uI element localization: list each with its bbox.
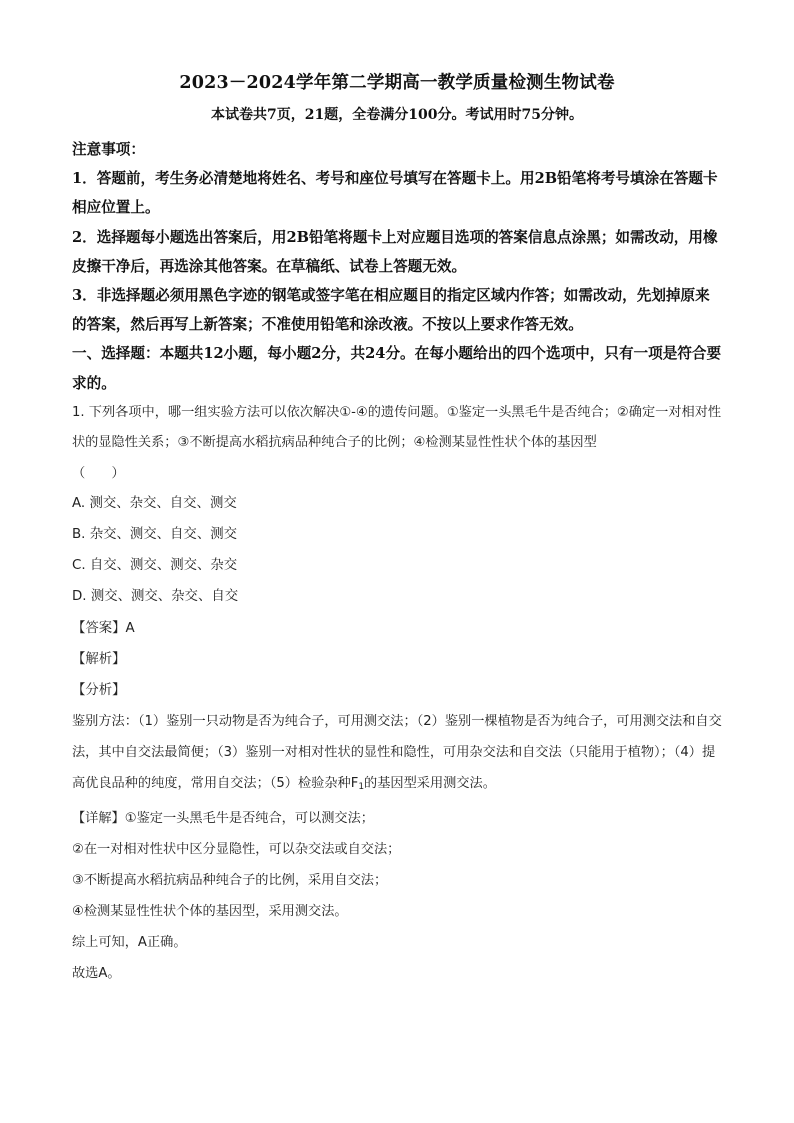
answer-label: 【答案】A bbox=[72, 620, 135, 636]
notice-heading: 注意事项： bbox=[72, 141, 145, 158]
notice-item-1: 1．答题前，考生务必清楚地将姓名、考号和座位号填写在答题卡上。用2B铅笔将考号填涂在答题卡相应位置上。 bbox=[72, 170, 718, 217]
fenxi-subscript: 1 bbox=[358, 781, 365, 792]
option-d: D. 测交、测交、杂交、自交 bbox=[72, 588, 239, 604]
option-a: A. 测交、杂交、自交、测交 bbox=[72, 496, 237, 512]
detail-line-2: ②在一对相对性状中区分显隐性，可以杂交法或自交法； bbox=[72, 841, 401, 857]
fenxi-label: 【分析】 bbox=[72, 682, 126, 698]
fenxi-text bbox=[72, 706, 722, 803]
detail-text-1: ①鉴定一头黑毛牛是否纯合，可以测交法； bbox=[124, 810, 374, 826]
question-blank: （ ） bbox=[72, 465, 125, 481]
detail-line-4: ④检测某显性性状个体的基因型，采用测交法。 bbox=[72, 903, 348, 919]
exam-subtitle: 本试卷共7页，21题，全卷满分100分。考试用时75分钟。 bbox=[211, 107, 583, 123]
detail-line-3: ③不断提高水稻抗病品种纯合子的比例，采用自交法； bbox=[72, 872, 388, 888]
fenxi-text-main: 鉴别方法：（1）鉴别一只动物是否为纯合子，可用测交法；（2）鉴别一棵植物是否为纯合子，可用测交法和自交法，其中自交法最简便；（3）鉴别一对相对性状的显性和隐性，可用杂交法和自交法（只能用于植物）；（4）提高优良品种的纯度，常用自交法；（5）检验杂种F bbox=[72, 713, 722, 791]
analysis-label: 【解析】 bbox=[72, 651, 126, 667]
fenxi-text-end: 的基因型采用测交法。 bbox=[364, 775, 496, 791]
exam-title: 2023－2024学年第二学期高一教学质量检测生物试卷 bbox=[179, 73, 615, 93]
section-heading: 一、选择题：本题共12小题，每小题2分，共24分。在每小题给出的四个选项中，只有一项是符合要求的。 bbox=[72, 345, 722, 392]
detail-label: 【详解】 bbox=[72, 810, 125, 826]
detail-line-1 bbox=[72, 803, 722, 834]
notice-item-3: 3．非选择题必须用黑色字迹的钢笔或签字笔在相应题目的指定区域内作答；如需改动，先划掉原来的答案，然后再写上新答案；不准使用铅笔和涂改液。不按以上要求作答无效。 bbox=[72, 287, 710, 334]
notice-item-2: 2．选择题每小题选出答案后，用2B铅笔将题卡上对应题目选项的答案信息点涂黑；如需改动，用橡皮擦干净后，再选涂其他答案。在草稿纸、试卷上答题无效。 bbox=[72, 228, 718, 275]
option-b: B. 杂交、测交、自交、测交 bbox=[72, 527, 237, 543]
question-stem: 1. 下列各项中，哪一组实验方法可以依次解决①-④的遗传问题。①鉴定一头黑毛牛是否纯合；②确定一对相对性状的显隐性关系；③不断提高水稻抗病品种纯合子的比例；④检测某显性性状个体的基因型 bbox=[72, 404, 722, 451]
summary-line: 综上可知，A正确。 bbox=[72, 934, 187, 950]
conclusion-line: 故选A。 bbox=[72, 965, 121, 981]
exam-page bbox=[72, 70, 722, 989]
option-c: C. 自交、测交、测交、杂交 bbox=[72, 557, 238, 573]
